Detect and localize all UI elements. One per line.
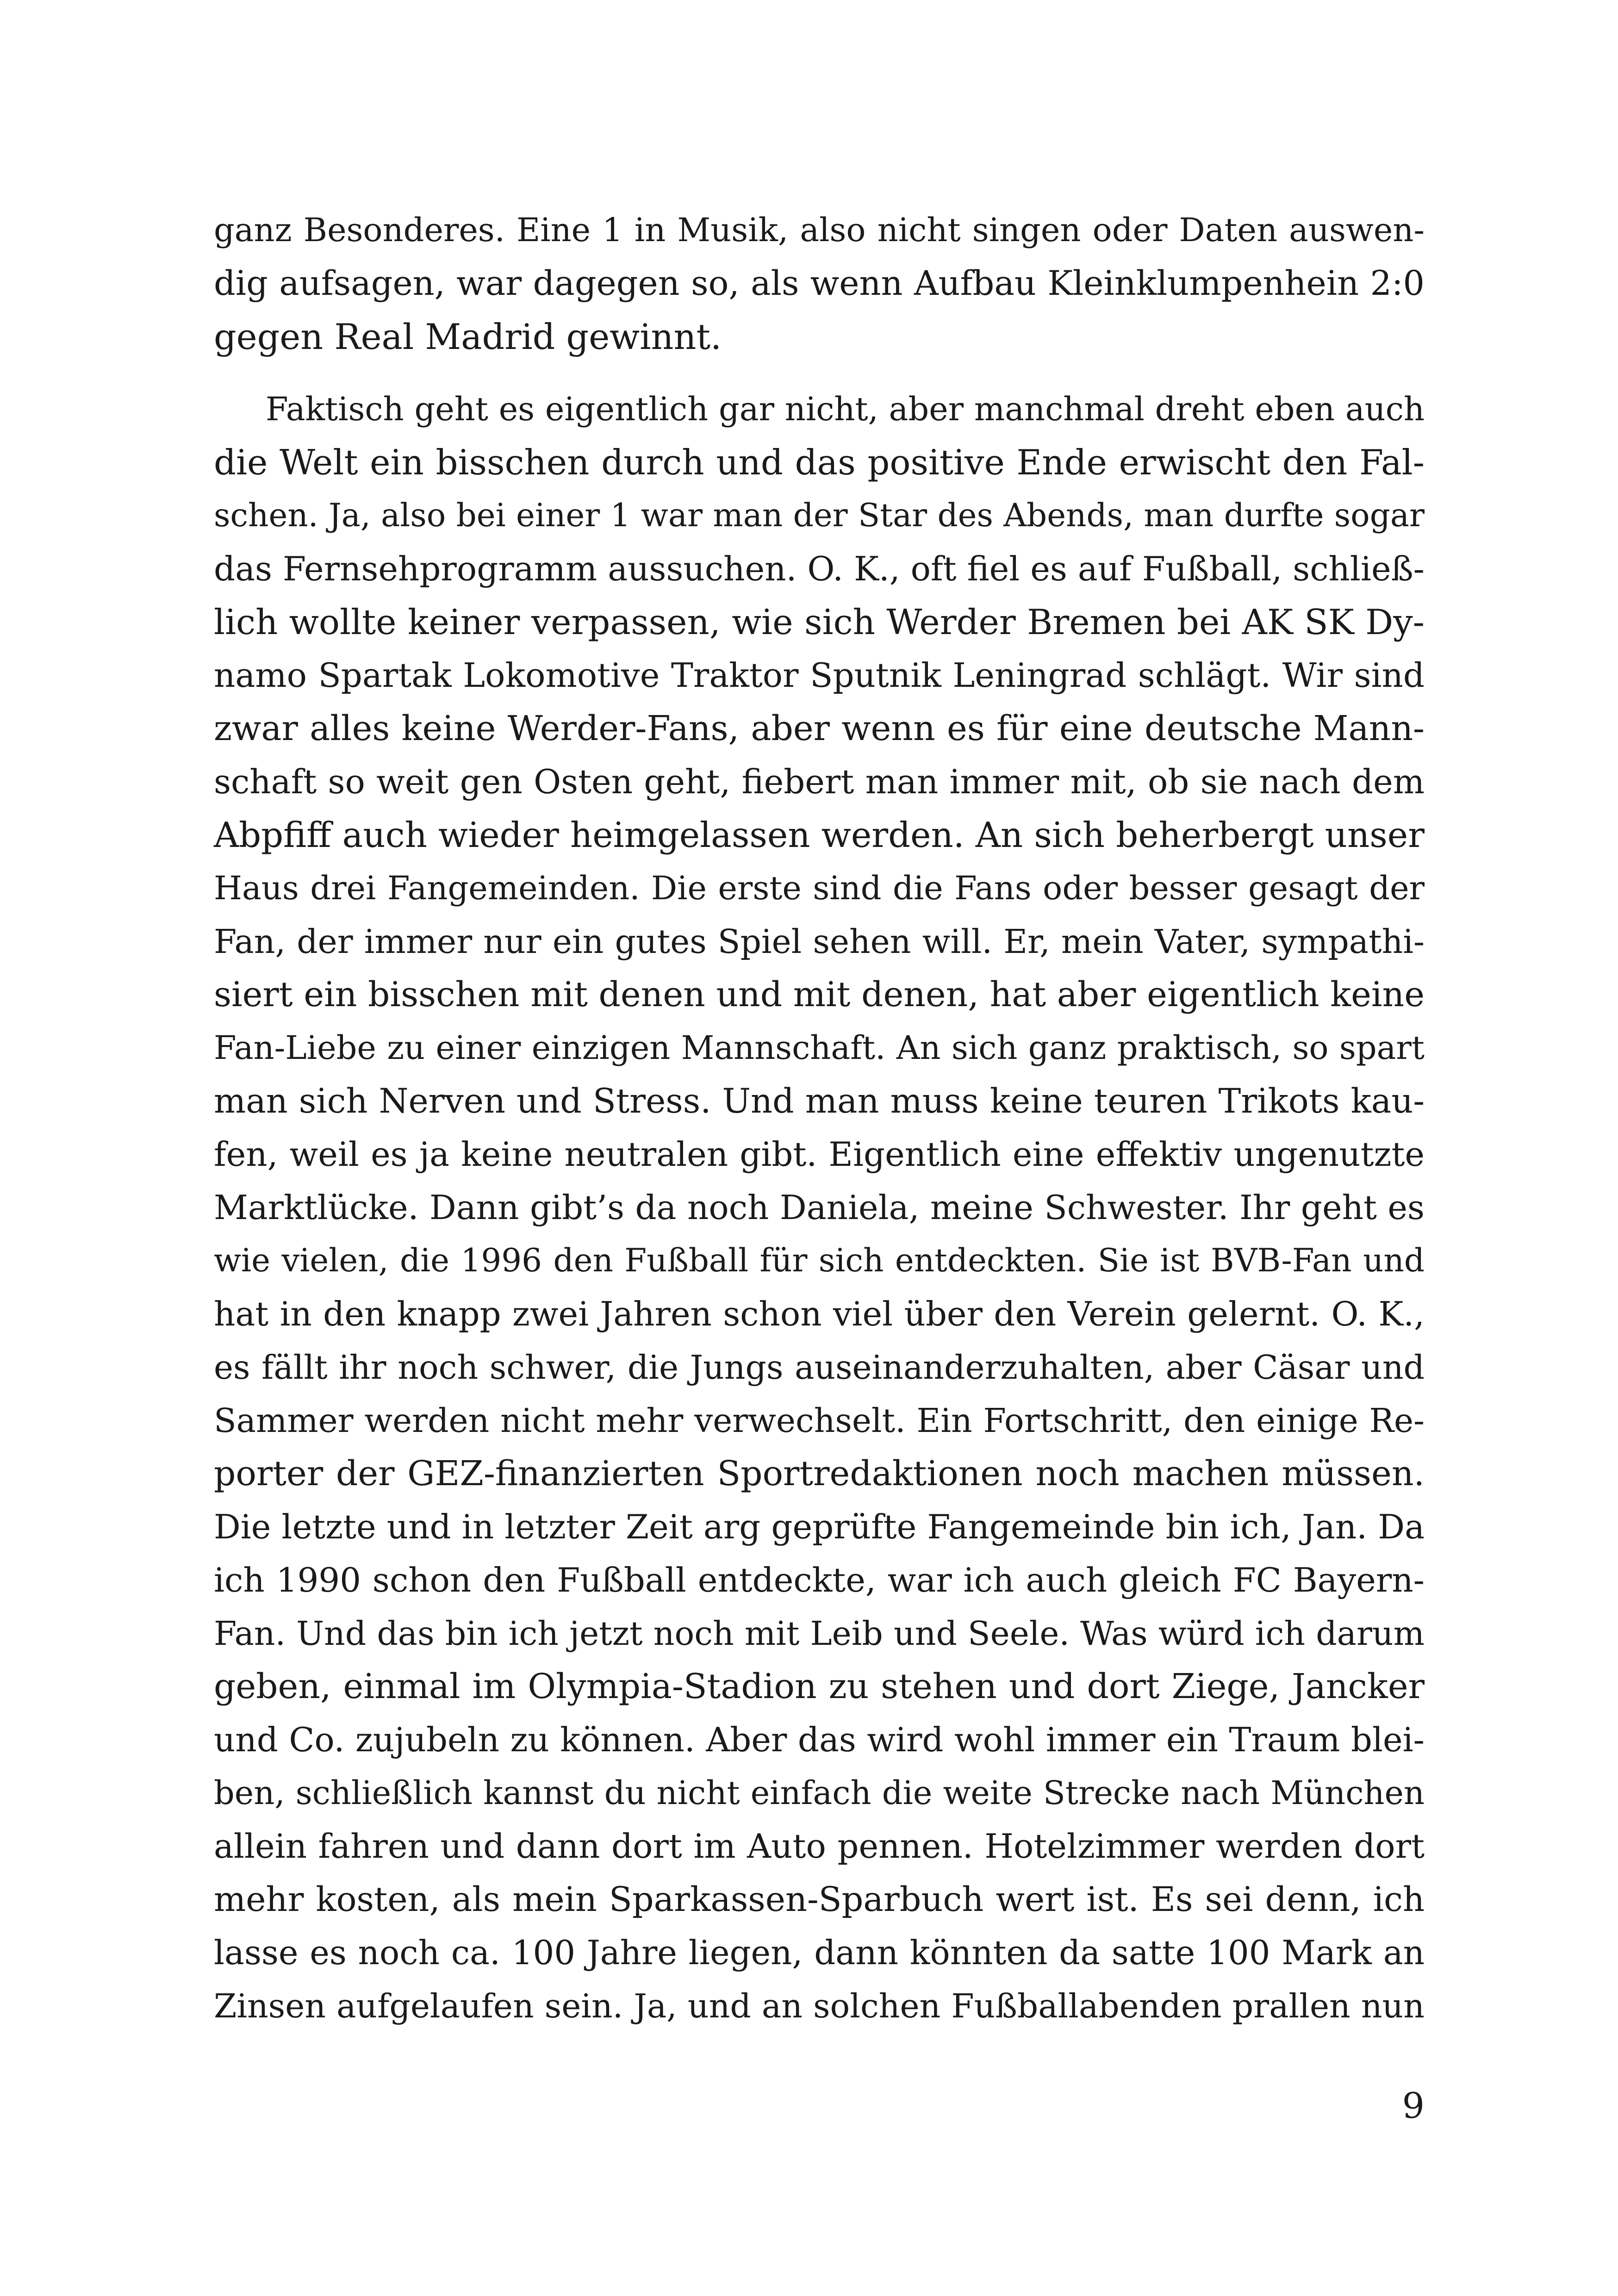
text-line: mehr kosten, als mein Sparkassen-Sparbuch wert ist. Es sei denn, ich (214, 1880, 1425, 1919)
text-line: dig aufsagen, war dagegen so, als wenn Aufbau Kleinklumpenhein 2:0 (214, 264, 1425, 303)
paragraph-2 (214, 383, 1425, 2033)
text-line: Haus drei Fangemeinden. Die erste sind die Fans oder besser gesagt der (214, 869, 1425, 907)
text-line: fen, weil es ja keine neutralen gibt. Eigentlich eine effektiv ungenutzte (214, 1135, 1425, 1174)
text-line: siert ein bisschen mit denen und mit denen, hat aber eigentlich keine (214, 975, 1425, 1014)
text-line: Sammer werden nicht mehr verwechselt. Ein Fortschritt, den einige Re- (214, 1401, 1425, 1440)
text-line: porter der GEZ-finanzierten Sportredaktionen noch machen müssen. (214, 1454, 1425, 1493)
text-line: und Co. zujubeln zu können. Aber das wird wohl immer ein Traum blei- (214, 1720, 1425, 1759)
text-line: wie vielen, die 1996 den Fußball für sich entdeckten. Sie ist BVB-Fan und (214, 1242, 1425, 1279)
text-line: man sich Nerven und Stress. Und man muss keine teuren Trikots kau- (214, 1082, 1425, 1121)
body-text (214, 204, 1425, 2033)
text-line: gegen Real Madrid gewinnt. (214, 316, 722, 357)
text-line: Fan. Und das bin ich jetzt noch mit Leib und Seele. Was würd ich darum (214, 1614, 1425, 1653)
text-line: Faktisch geht es eigentlich gar nicht, aber manchmal dreht eben auch (266, 390, 1425, 428)
text-line: ich 1990 schon den Fußball entdeckte, war ich auch gleich FC Bayern- (214, 1561, 1425, 1599)
text-line: Zinsen aufgelaufen sein. Ja, und an solchen Fußballabenden prallen nun (214, 1987, 1425, 2025)
page-number: 9 (1402, 2085, 1425, 2126)
paragraph-1 (214, 204, 1425, 363)
text-line: ben, schließlich kannst du nicht einfach die weite Strecke nach München (214, 1774, 1425, 1812)
text-line: schen. Ja, also bei einer 1 war man der Star des Abends, man durfte sogar (214, 497, 1425, 534)
text-line: das Fernsehprogramm aussuchen. O. K., oft fiel es auf Fußball, schließ- (214, 549, 1425, 588)
text-line: ganz Besonderes. Eine 1 in Musik, also nicht singen oder Daten auswen- (214, 211, 1425, 249)
text-line: Fan, der immer nur ein gutes Spiel sehen will. Er, mein Vater, sympathi- (214, 922, 1425, 961)
text-line: allein fahren und dann dort im Auto pennen. Hotelzimmer werden dort (214, 1827, 1425, 1866)
text-line: Marktlücke. Dann gibt’s da noch Daniela, meine Schwester. Ihr geht es (214, 1188, 1425, 1227)
text-line: Fan-Liebe zu einer einzigen Mannschaft. An sich ganz praktisch, so spart (214, 1029, 1425, 1067)
text-line: es fällt ihr noch schwer, die Jungs auseinanderzuhalten, aber Cäsar und (214, 1348, 1425, 1387)
text-line: schaft so weit gen Osten geht, fiebert man immer mit, ob sie nach dem (214, 762, 1425, 801)
text-line: zwar alles keine Werder-Fans, aber wenn es für eine deutsche Mann- (214, 709, 1425, 748)
text-line: hat in den knapp zwei Jahren schon viel über den Verein gelernt. O. K., (214, 1294, 1425, 1333)
text-line: lich wollte keiner verpassen, wie sich Werder Bremen bei AK SK Dy- (214, 602, 1425, 642)
text-line: namo Spartak Lokomotive Traktor Sputnik Leningrad schlägt. Wir sind (214, 656, 1425, 695)
text-line: die Welt ein bisschen durch und das positive Ende erwischt den Fal- (214, 442, 1425, 483)
text-line: Die letzte und in letzter Zeit arg geprüfte Fangemeinde bin ich, Jan. Da (214, 1507, 1425, 1546)
paragraph-gap (214, 363, 1425, 383)
text-line: lasse es noch ca. 100 Jahre liegen, dann könnten da satte 100 Mark an (214, 1933, 1425, 1972)
text-line: geben, einmal im Olympia-Stadion zu stehen und dort Ziege, Jancker (214, 1667, 1425, 1706)
text-line: Abpfiff auch wieder heimgelassen werden. An sich beherbergt unser (214, 815, 1425, 855)
